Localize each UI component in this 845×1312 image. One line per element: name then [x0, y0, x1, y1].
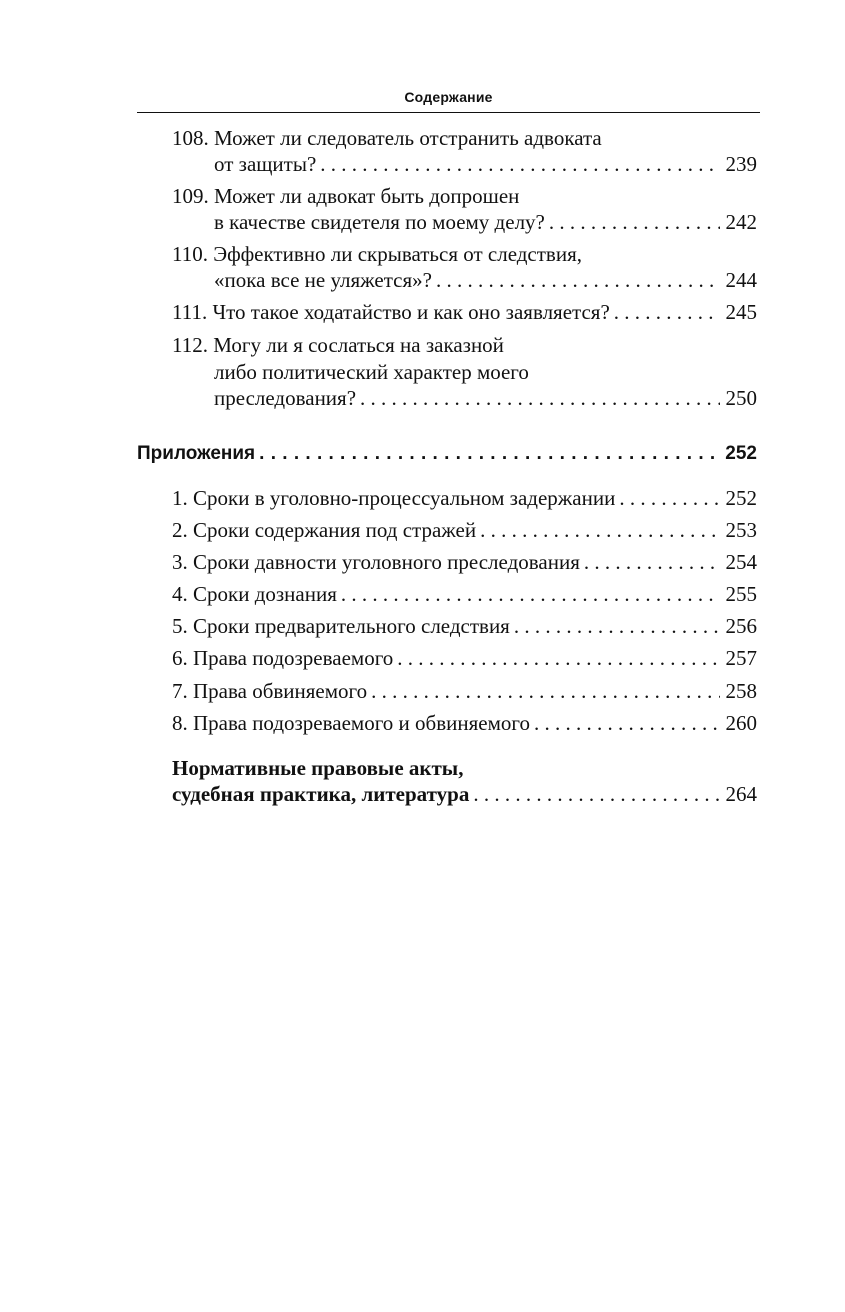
page-number: 239: [725, 152, 757, 176]
page-number: 252: [725, 443, 757, 464]
leader-dots: [619, 485, 719, 511]
toc-entry-label: 5. Сроки предварительного следствия: [172, 614, 510, 638]
page-number: 258: [725, 679, 757, 703]
toc-entry-label: 7. Права обвиняемого: [172, 679, 368, 703]
toc-appendix-item-2[interactable]: [172, 517, 757, 543]
toc-entry-110[interactable]: [214, 267, 757, 293]
toc-appendix-item-3[interactable]: [172, 549, 757, 575]
toc-entry-111[interactable]: [172, 299, 757, 325]
toc-appendix-item-5[interactable]: [172, 613, 757, 639]
page-number: 252: [725, 486, 757, 510]
toc-section-appendix[interactable]: [137, 441, 757, 467]
leader-dots: [534, 710, 720, 736]
page-number: 242: [725, 210, 757, 234]
page-number: 254: [725, 550, 757, 574]
leader-dots: [473, 781, 719, 807]
leader-dots: [614, 299, 720, 325]
toc-entry-label: 2. Сроки содержания под стражей: [172, 518, 477, 542]
toc-entry-label: 111. Что такое ходатайство и как оно заявляется?: [172, 300, 610, 324]
page-number: 257: [725, 646, 757, 670]
page-number: 245: [725, 300, 757, 324]
toc-entry-label: 8. Права подозреваемого и обвиняемого: [172, 711, 530, 735]
leader-dots: [436, 267, 720, 293]
section-title: Приложения: [137, 443, 256, 464]
leader-dots: [259, 441, 719, 467]
toc-entry-110-line1: 110. Эффективно ли скрываться от следствия,: [172, 242, 582, 266]
toc-entry-label: судебная практика, литература: [172, 782, 470, 806]
leader-dots: [341, 581, 720, 607]
toc-entry-label: преследования?: [214, 386, 357, 410]
page-number: 250: [725, 386, 757, 410]
page-number: 244: [725, 268, 757, 292]
toc-appendix-item-8[interactable]: [172, 710, 757, 736]
running-head: Содержание: [404, 89, 493, 105]
page-number: 264: [725, 782, 757, 806]
toc-appendix-item-7[interactable]: [172, 678, 757, 704]
toc-entry-109[interactable]: [214, 209, 757, 235]
leader-dots: [549, 209, 720, 235]
leader-dots: [371, 678, 719, 704]
leader-dots: [584, 549, 720, 575]
page-number: 256: [725, 614, 757, 638]
toc-references[interactable]: [172, 781, 757, 807]
toc-entry-label: «пока все не уляжется»?: [214, 268, 432, 292]
toc-entry-label: от защиты?: [214, 152, 317, 176]
toc-entry-label: 3. Сроки давности уголовного преследования: [172, 550, 580, 574]
toc-entry-112-line2: либо политический характер моего: [214, 360, 529, 384]
page-number: 260: [725, 711, 757, 735]
toc-entry-112[interactable]: [214, 385, 757, 411]
page-number: 255: [725, 582, 757, 606]
toc-appendix-item-6[interactable]: [172, 645, 757, 671]
toc-entry-108-line1: 108. Может ли следователь отстранить адвоката: [172, 126, 602, 150]
page-number: 253: [725, 518, 757, 542]
leader-dots: [320, 151, 719, 177]
leader-dots: [360, 385, 719, 411]
toc-entry-label: в качестве свидетеля по моему делу?: [214, 210, 545, 234]
leader-dots: [514, 613, 720, 639]
toc-entry-label: 4. Сроки дознания: [172, 582, 337, 606]
toc-appendix-item-1[interactable]: [172, 485, 757, 511]
toc-references-line1: Нормативные правовые акты,: [172, 756, 464, 780]
toc-entry-label: 6. Права подозреваемого: [172, 646, 394, 670]
leader-dots: [397, 645, 719, 671]
toc-entry-112-line1: 112. Могу ли я сослаться на заказной: [172, 333, 504, 357]
leader-dots: [480, 517, 719, 543]
toc-entry-109-line1: 109. Может ли адвокат быть допрошен: [172, 184, 520, 208]
toc-entry-108[interactable]: [214, 151, 757, 177]
toc-appendix-item-4[interactable]: [172, 581, 757, 607]
header-rule: [137, 112, 760, 113]
toc-entry-label: 1. Сроки в уголовно-процессуальном задержании: [172, 486, 616, 510]
